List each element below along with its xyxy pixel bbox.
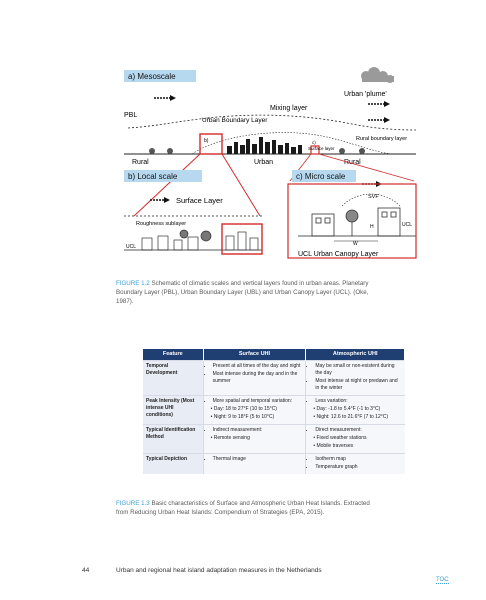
ucl-small-label: UCL <box>126 244 137 250</box>
header-surface-uhi: Surface UHI <box>203 349 306 361</box>
svf-label: SVF <box>368 194 379 200</box>
atmospheric-cell <box>306 454 405 475</box>
list-item: • More spatial and temporal variation: <box>213 398 303 405</box>
local-scale-buildings-icon <box>142 230 211 250</box>
header-atmospheric-uhi: Atmospheric UHI <box>306 349 405 361</box>
running-footer-title: Urban and regional heat island adaptation measures in the Netherlands <box>116 567 322 574</box>
table-header-row <box>143 349 405 361</box>
feature-cell: Typical Identification Method <box>143 425 203 454</box>
list-item: • Remote sensing <box>210 435 250 441</box>
street-canyon-icon <box>312 208 400 236</box>
micro-buildings-icon <box>226 232 258 250</box>
panel-c-label: c) Micro scale <box>296 172 346 181</box>
panel-b-label: b) Local scale <box>128 172 178 181</box>
ucl-right-label: UCL <box>402 222 413 228</box>
feature-cell: Temporal Development <box>143 361 203 396</box>
ubl-label: Urban Boundary Layer <box>202 117 268 124</box>
list-item: • Most intense at night or predawn and in the winter <box>315 378 401 392</box>
figure-1-2-label: FIGURE 1.2 <box>116 280 150 287</box>
page-number: 44 <box>82 567 90 574</box>
surface-cell <box>203 396 306 425</box>
h-label: H <box>370 224 374 230</box>
panel-b-marker-box <box>200 134 222 154</box>
list-item: • Night: 12.6 to 21.6°F (7 to 12°C) <box>313 414 389 420</box>
figure-1-3-label: FIGURE 1.3 <box>116 500 150 507</box>
header-feature: Feature <box>143 349 203 361</box>
list-item: • Present at all times of the day and night <box>213 363 303 370</box>
feature-cell: Typical Depiction <box>143 454 203 475</box>
figure-climatic-scales-schematic <box>122 66 418 268</box>
list-item: • Fixed weather stations <box>313 435 367 441</box>
city-skyline-icon <box>227 137 302 154</box>
list-item: • Mobile traverses <box>313 443 354 449</box>
uhi-characteristics-table <box>143 349 405 474</box>
list-item: • Most intense during the day and in the summer <box>213 371 303 385</box>
list-item: • May be small or non-existent during the day <box>315 363 401 377</box>
table-row <box>143 454 405 475</box>
list-item: • Indirect measurement: <box>213 427 303 434</box>
list-item: • Isotherm map <box>315 456 401 463</box>
list-item: • Less variation: <box>315 398 401 405</box>
surface-layer-label: Surface Layer <box>176 196 223 205</box>
panel-a-label: a) Mesoscale <box>128 72 176 81</box>
pbl-label: PBL <box>124 112 138 119</box>
rural-right-label: Rural <box>344 159 361 166</box>
urban-plume-label: Urban 'plume' <box>344 91 387 98</box>
figure-1-3-text: Basic characteristics of Surface and Atmospheric Urban Heat Islands. Extracted from Reducing Urban Heat Islands: Compendium of Strategies (EPA, 2015). <box>116 500 370 516</box>
urban-label: Urban <box>254 159 274 166</box>
plume-cloud-icon <box>361 67 394 83</box>
surface-layer-small-label: Surface layer <box>308 146 335 151</box>
table-row <box>143 425 405 454</box>
list-item: • Direct measurement: <box>315 427 401 434</box>
ucl-canopy-label: UCL Urban Canopy Layer <box>298 251 379 258</box>
atmospheric-cell <box>306 396 405 425</box>
list-item: • Day: -1.8 to 5.4°F (-1 to 3°C) <box>313 406 381 412</box>
boundary-layer-dome <box>128 115 416 130</box>
feature-cell: Peak Intensity (Most intense UHI conditions) <box>143 396 203 425</box>
mixing-layer-label: Mixing layer <box>270 105 308 112</box>
atmospheric-cell <box>306 425 405 454</box>
figure-1-2-text: Schematic of climatic scales and vertical layers found in urban areas. Planetary Boundary Layer (PBL), Urban Boundary Layer (UBL) and Urban Canopy Layer (UCL). (Oke, 1987). <box>116 280 369 305</box>
panel-c-local-marker <box>222 224 262 254</box>
roughness-sublayer-label: Roughness sublayer <box>136 221 187 227</box>
list-item: • Temperature graph <box>315 464 401 471</box>
surface-cell <box>203 454 306 475</box>
atmospheric-cell <box>306 361 405 396</box>
rural-left-label: Rural <box>132 159 149 166</box>
surface-cell <box>203 425 306 454</box>
list-item: • Day: 18 to 27°F (10 to 15°C) <box>210 406 277 412</box>
panel-c-marker: c) <box>312 140 316 145</box>
w-label: W <box>353 241 358 247</box>
table-row <box>143 396 405 425</box>
figure-1-3-caption <box>116 499 378 517</box>
list-item: • Thermal image <box>213 456 303 463</box>
rural-boundary-layer-label: Rural boundary layer <box>356 136 408 142</box>
surface-cell <box>203 361 306 396</box>
list-item: • Night: 9 to 18°F (5 to 10°C) <box>210 414 275 420</box>
toc-link[interactable]: TOC <box>436 577 449 583</box>
panel-b-marker: b) <box>204 138 209 144</box>
figure-1-2-caption <box>116 279 378 306</box>
table-row <box>143 361 405 396</box>
